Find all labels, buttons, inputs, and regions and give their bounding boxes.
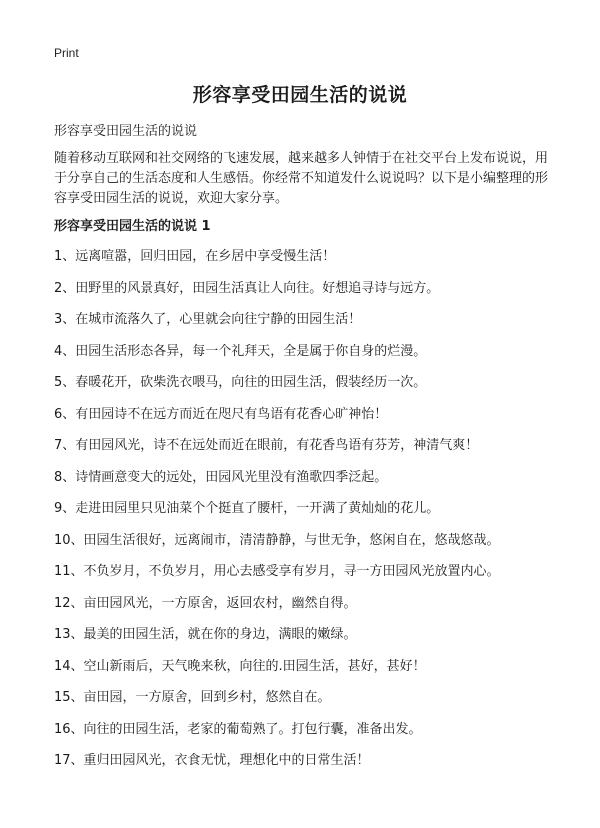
list-item: 17、重归田园风光，衣食无忧，理想化中的日常生活！ — [54, 753, 370, 768]
list-item: 4、田园生活形态各异，每一个礼拜天，全是属于你自身的烂漫。 — [54, 343, 427, 359]
print-link[interactable]: Print — [54, 46, 79, 60]
list-item: 6、有田园诗不在远方而近在咫尺有鸟语有花香心旷神怡！ — [54, 406, 388, 422]
list-item: 11、不负岁月，不负岁月，用心去感受享有岁月，寻一方田园风光放置内心。 — [54, 564, 500, 579]
section-heading: 形容享受田园生活的说说 1 — [54, 219, 211, 234]
list-item: 10、田园生活很好，远离闹市，清清静静，与世无争，悠闲自在，悠哉悠哉。 — [54, 532, 500, 548]
list-item: 2、田野里的风景真好，田园生活真让人向往。好想追寻诗与远方。 — [54, 280, 440, 296]
list-item: 8、诗情画意变大的远处，田园风光里没有渔歌四季泛起。 — [54, 469, 388, 485]
quote-list — [54, 247, 574, 783]
list-item: 1、远离喧嚣，回归田园，在乡居中享受慢生活！ — [54, 249, 336, 264]
list-item: 15、亩田园，一方原舍，回到乡村，悠然自在。 — [54, 690, 331, 705]
list-item: 5、春暖花开，砍柴洗衣喂马，向往的田园生活，假装经历一次。 — [54, 375, 427, 390]
list-item: 3、在城市流落久了，心里就会向往宁静的田园生活！ — [54, 312, 362, 327]
list-item: 13、最美的田园生活，就在你的身边，满眼的嫩绿。 — [54, 627, 357, 642]
intro-paragraph: 随着移动互联网和社交网络的飞速发展，越来越多人钟情于在社交平台上发布说说，用于分享自己的生活态度和人生感悟。你经常不知道发什么说说吗？以下是小编整理的形容享受田园生活的说说，欢迎大家分享。 — [54, 151, 549, 206]
list-item: 16、向往的田园生活，老家的葡萄熟了。打包行囊，准备出发。 — [54, 721, 422, 737]
document-subtitle: 形容享受田园生活的说说 — [54, 124, 198, 139]
list-item: 12、亩田园风光，一方原舍，返回农村，幽然自得。 — [54, 595, 357, 611]
list-item: 7、有田园风光，诗不在远处而近在眼前，有花香鸟语有芬芳，神清气爽！ — [54, 438, 479, 453]
list-item: 9、走进田园里只见油菜个个挺直了腰杆，一开满了黄灿灿的花儿。 — [54, 501, 440, 516]
document-title: 形容享受田园生活的说说 — [192, 84, 408, 106]
list-item: 14、空山新雨后，天气晚来秋，向往的.田园生活，甚好，甚好！ — [54, 658, 426, 674]
